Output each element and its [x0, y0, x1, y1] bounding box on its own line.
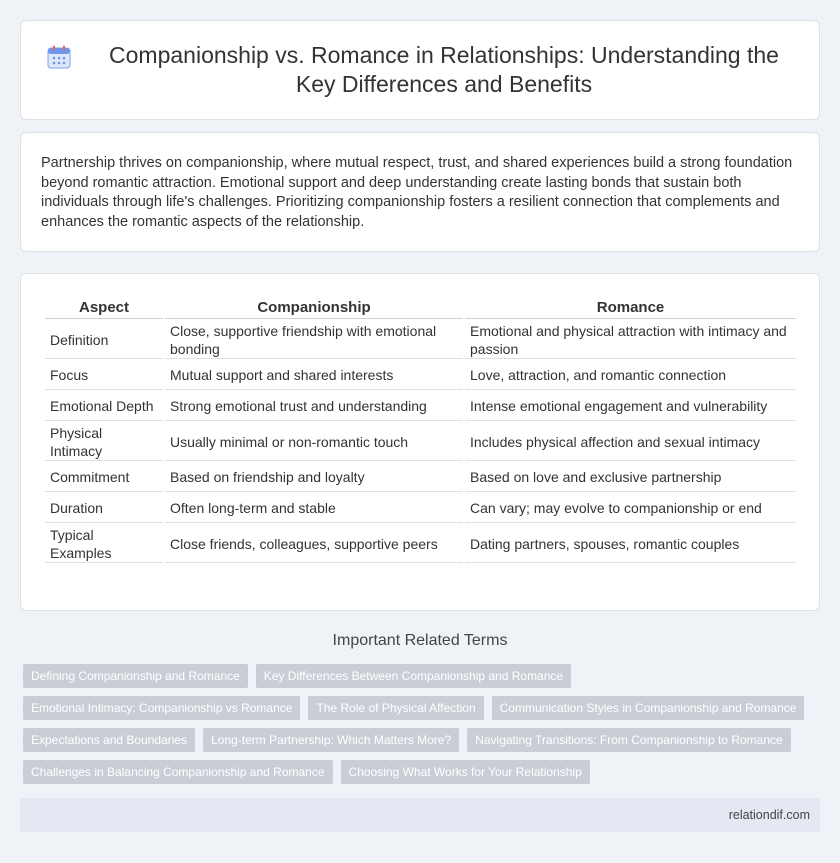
cell-romance: Intense emotional engagement and vulnerability: [465, 392, 796, 421]
tag-key-differences[interactable]: Key Differences Between Companionship and Romance: [256, 664, 571, 688]
tag-long-term-partnership[interactable]: Long-term Partnership: Which Matters More?: [203, 728, 459, 752]
table-header-row: [45, 296, 796, 319]
tag-challenges-balancing[interactable]: Challenges in Balancing Companionship and Romance: [23, 760, 333, 784]
cell-companionship: Close friends, colleagues, supportive peers: [165, 525, 463, 563]
header-companionship: Companionship: [165, 296, 463, 319]
tag-communication-styles[interactable]: Communication Styles in Companionship and Romance: [492, 696, 805, 720]
tag-expectations-boundaries[interactable]: Expectations and Boundaries: [23, 728, 195, 752]
related-terms-tags: [23, 664, 823, 792]
footer: [20, 798, 820, 832]
cell-aspect: Emotional Depth: [45, 392, 163, 421]
table-row: [45, 361, 796, 390]
tag-physical-affection[interactable]: The Role of Physical Affection: [308, 696, 483, 720]
cell-companionship: Mutual support and shared interests: [165, 361, 463, 390]
cell-companionship: Usually minimal or non-romantic touch: [165, 423, 463, 461]
cell-aspect: Physical Intimacy: [45, 423, 163, 461]
comparison-table-card: [20, 273, 820, 611]
cell-companionship: Based on friendship and loyalty: [165, 463, 463, 492]
header-aspect: Aspect: [45, 296, 163, 319]
cell-romance: Emotional and physical attraction with intimacy and passion: [465, 321, 796, 359]
header-card: [20, 20, 820, 120]
page-title: Companionship vs. Romance in Relationships: Understanding the Key Differences and Benefits: [109, 42, 779, 97]
header-romance: Romance: [465, 296, 796, 319]
table-row: [45, 423, 796, 461]
footer-site-link[interactable]: relationdif.com: [728, 808, 810, 822]
related-terms-title: Important Related Terms: [332, 632, 508, 649]
tag-emotional-intimacy[interactable]: Emotional Intimacy: Companionship vs Romance: [23, 696, 300, 720]
cell-romance: Includes physical affection and sexual intimacy: [465, 423, 796, 461]
cell-romance: Dating partners, spouses, romantic couples: [465, 525, 796, 563]
tag-navigating-transitions[interactable]: Navigating Transitions: From Companionship to Romance: [467, 728, 790, 752]
intro-paragraph: Partnership thrives on companionship, where mutual respect, trust, and shared experiences build a strong foundation beyond romantic attraction. Emotional support and deep understanding create lasting bonds that sustain both individuals through life's challenges. Prioritizing companionship fosters a resilient connection that complements and enhances the romantic aspects of the relationship.: [41, 155, 793, 230]
table-row: [45, 392, 796, 421]
cell-romance: Can vary; may evolve to companionship or end: [465, 494, 796, 523]
table-row: [45, 321, 796, 359]
table-row: [45, 463, 796, 492]
table-row: [45, 525, 796, 563]
header: [46, 41, 794, 99]
tag-defining-companionship-romance[interactable]: Defining Companionship and Romance: [23, 664, 248, 688]
calendar-icon: [46, 44, 72, 70]
cell-aspect: Commitment: [45, 463, 163, 492]
cell-companionship: Strong emotional trust and understanding: [165, 392, 463, 421]
cell-companionship: Often long-term and stable: [165, 494, 463, 523]
cell-aspect: Duration: [45, 494, 163, 523]
comparison-table: [43, 294, 798, 565]
cell-aspect: Definition: [45, 321, 163, 359]
cell-aspect: Typical Examples: [45, 525, 163, 563]
cell-romance: Love, attraction, and romantic connection: [465, 361, 796, 390]
cell-companionship: Close, supportive friendship with emotional bonding: [165, 321, 463, 359]
tag-choosing-what-works[interactable]: Choosing What Works for Your Relationship: [341, 760, 590, 784]
cell-romance: Based on love and exclusive partnership: [465, 463, 796, 492]
intro-card: [20, 132, 820, 252]
cell-aspect: Focus: [45, 361, 163, 390]
table-row: [45, 494, 796, 523]
